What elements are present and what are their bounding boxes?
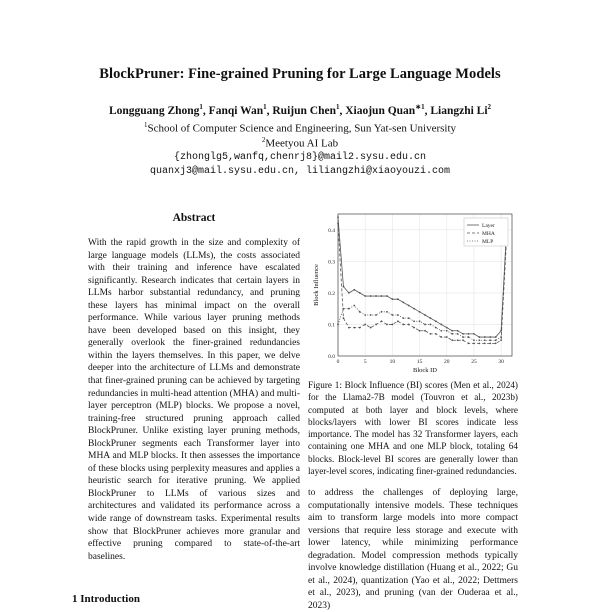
data-point-layer — [386, 295, 388, 297]
x-tick-label: 10 — [389, 359, 396, 365]
data-point-mlp — [337, 324, 339, 326]
data-point-mlp — [419, 320, 421, 322]
author-name: Fanqi Wan — [208, 104, 264, 117]
author-separator: , — [339, 104, 346, 117]
y-tick-label: 0.3 — [328, 259, 335, 266]
data-point-layer — [440, 324, 442, 326]
figure-1-chart — [310, 206, 520, 376]
paper-title: BlockPruner: Fine-grained Pruning for Large Language Models — [99, 66, 501, 82]
data-point-mlp — [424, 324, 426, 326]
data-point-layer — [446, 327, 448, 329]
data-point-layer — [397, 298, 399, 300]
data-point-mlp — [435, 327, 437, 329]
data-point-layer — [457, 330, 459, 332]
y-tick-label: 0.0 — [328, 354, 335, 360]
section-heading-introduction: 1 Introduction — [72, 593, 140, 605]
data-point-mha — [446, 336, 448, 338]
y-tick-label: 0.1 — [328, 322, 335, 329]
data-point-mlp — [397, 314, 399, 316]
data-point-mha — [381, 320, 383, 322]
data-point-mlp — [381, 311, 383, 313]
data-point-mlp — [353, 305, 355, 307]
x-axis-label: Block ID — [412, 367, 438, 374]
data-point-mha — [430, 333, 432, 335]
data-point-layer — [408, 305, 410, 307]
data-point-mlp — [370, 314, 372, 316]
data-point-mha — [364, 324, 366, 326]
data-point-mlp — [343, 308, 345, 310]
series-line-mlp — [338, 233, 507, 340]
data-point-layer — [364, 295, 366, 297]
data-point-layer — [375, 295, 377, 297]
author-name: Liangzhi Li — [430, 104, 488, 117]
data-point-layer — [462, 333, 464, 335]
author-separator: , — [424, 104, 431, 117]
data-point-mlp — [489, 339, 491, 341]
data-point-mlp — [495, 339, 497, 341]
data-point-mha — [500, 339, 502, 341]
legend-label: MHA — [482, 231, 495, 237]
data-point-mlp — [478, 339, 480, 341]
data-point-mha — [343, 317, 345, 319]
author-name: Longguang Zhong — [108, 104, 200, 117]
data-point-mha — [391, 324, 393, 326]
data-point-layer — [468, 333, 470, 335]
data-point-mlp — [348, 308, 350, 310]
data-point-mlp — [457, 333, 459, 335]
author-affiliation-mark: 1 — [263, 103, 267, 111]
figure-caption: Figure 1: Block Influence (BI) scores (Men et al., 2024) for the Llama2-7B model (Touvron et al., 2023b) computed at both layer and block levels, where blocks/layers with lower BI scores indicate less importance. The model has 32 Transformer layers, each containing one MHA and one MLP block, totaling 64 blocks. Block-level BI scores are generally lower than layer-level scores, indicating finer-grained redundancies. — [308, 380, 518, 477]
data-point-mlp — [430, 324, 432, 326]
author-separator: , — [202, 104, 209, 117]
data-point-mlp — [391, 314, 393, 316]
data-point-layer — [370, 295, 372, 297]
data-point-layer — [381, 295, 383, 297]
author-affiliation-mark: 1 — [199, 103, 203, 111]
data-point-mlp — [446, 330, 448, 332]
data-point-layer — [419, 311, 421, 313]
data-point-mlp — [468, 336, 470, 338]
data-point-mha — [348, 327, 350, 329]
data-point-layer — [430, 317, 432, 319]
email-line-1: {zhonglg5,wanfq,chenrj8}@mail2.sysu.edu.cn — [173, 152, 427, 163]
data-point-mlp — [408, 317, 410, 319]
data-point-mha — [370, 327, 372, 329]
data-point-mha — [462, 339, 464, 341]
affiliation-1: $^1$School of Computer Science and Engineering, Sun Yat-sen University — [143, 121, 457, 135]
x-tick-label: 15 — [416, 359, 423, 365]
data-point-layer — [478, 336, 480, 338]
affiliation-2: $^2$Meetyou AI Lab — [261, 136, 339, 150]
block-influence-chart — [310, 206, 520, 376]
data-point-mha — [397, 320, 399, 322]
right-column-text: to address the challenges of deploying large, computationally intensive models. These techniques aim to transform large models into more compact versions that require less storage and execute with lower latency, while minimizing performance degradation. Model compression methods typically involve knowledge distillation (Huang et al., 2022; Gu et al., 2024), quantization (Yao et al., 2022; Dettmers et al., 2023), and pruning (van der Ouderaa et al., 2023) — [308, 488, 518, 611]
data-point-mha — [489, 342, 491, 344]
author-affiliation-mark: ∗1 — [415, 103, 425, 111]
abstract-heading: Abstract — [172, 212, 216, 224]
data-point-mha — [435, 333, 437, 335]
data-point-mlp — [440, 330, 442, 332]
data-point-mha — [484, 342, 486, 344]
x-tick-label: 0 — [336, 359, 340, 365]
author-name: Xiaojun Quan — [345, 104, 416, 117]
data-point-layer — [337, 216, 339, 218]
data-point-layer — [359, 292, 361, 294]
data-point-mlp — [462, 336, 464, 338]
data-point-mlp — [375, 314, 377, 316]
y-axis-label: Block Influence — [313, 264, 320, 306]
email-line-2: quanxj3@mail.sysu.edu.cn, liliangzhi@xiaoyouzi.com — [149, 166, 451, 177]
data-point-mha — [419, 330, 421, 332]
data-point-layer — [495, 336, 497, 338]
data-point-mha — [337, 223, 339, 225]
author-separator: , — [266, 104, 273, 117]
data-point-mha — [451, 339, 453, 341]
data-point-mha — [495, 342, 497, 344]
data-point-layer — [413, 308, 415, 310]
legend-label: Layer — [482, 223, 495, 229]
data-point-layer — [348, 292, 350, 294]
data-point-mlp — [473, 339, 475, 341]
x-tick-label: 20 — [444, 359, 450, 365]
data-point-mha — [375, 324, 377, 326]
data-point-mlp — [402, 317, 404, 319]
data-point-mha — [424, 330, 426, 332]
author-affiliation-mark: 1 — [335, 103, 340, 111]
data-point-mha — [402, 324, 404, 326]
data-point-mha — [413, 327, 415, 329]
data-point-mha — [359, 327, 361, 329]
abstract-body: With the rapid growth in the size and complexity of large language models (LLMs), the costs associated with their training and inference have escalated significantly. Research indicates that certain layers in LLMs harbor substantial redundancy, and pruning these layers has minimal impact on the overall performance. While various layer pruning methods have been developed based on this insight, they generally overlook the finer-grained redundancies within the layers themselves. In this paper, we delve deeper into the architecture of LLMs and demonstrate that finer-grained pruning can be achieved by targeting redundancies in multi-head attention (MHA) and multi-layer perceptron (MLP) blocks. We propose a novel, training-free structured pruning approach called BlockPruner. Unlike existing layer pruning methods, BlockPruner segments each Transformer layer into MHA and MLP blocks. It then assesses the importance of these blocks using perplexity measures and applies a heuristic search for iterative pruning. We applied BlockPruner to LLMs of various sizes and architectures and validated its performance across a wide range of downstream tasks. Experimental results show that BlockPruner achieves more granular and effective pruning compared to state-of-the-art baselines. — [88, 238, 300, 562]
data-point-mha — [478, 342, 480, 344]
legend-label: MLP — [482, 239, 494, 245]
x-tick-label: 25 — [471, 359, 477, 365]
data-point-mlp — [364, 314, 366, 316]
data-point-mha — [353, 327, 355, 329]
author-name: Ruijun Chen — [272, 104, 336, 117]
data-point-layer — [489, 336, 491, 338]
author-affiliation-mark: 2 — [487, 103, 492, 111]
data-point-mlp — [451, 333, 453, 335]
data-point-mlp — [386, 311, 388, 313]
x-tick-label: 30 — [498, 359, 504, 365]
data-point-layer — [391, 298, 393, 300]
data-point-layer — [451, 330, 453, 332]
data-point-layer — [343, 286, 345, 288]
data-point-mha — [457, 339, 459, 341]
data-point-mlp — [484, 339, 486, 341]
data-point-layer — [402, 301, 404, 303]
data-point-mlp — [359, 311, 361, 313]
x-tick-label: 5 — [363, 359, 367, 365]
author-list — [0, 103, 600, 117]
data-point-layer — [473, 333, 475, 335]
data-point-layer — [353, 289, 355, 291]
data-point-mha — [440, 336, 442, 338]
y-tick-label: 0.2 — [328, 290, 335, 297]
y-tick-label: 0.4 — [328, 227, 335, 234]
data-point-layer — [435, 320, 437, 322]
data-point-mha — [408, 324, 410, 326]
data-point-layer — [424, 314, 426, 316]
data-point-mlp — [413, 320, 415, 322]
data-point-mha — [473, 342, 475, 344]
data-point-mha — [386, 324, 388, 326]
data-point-mha — [468, 342, 470, 344]
data-point-mlp — [500, 336, 502, 338]
data-point-layer — [484, 336, 486, 338]
